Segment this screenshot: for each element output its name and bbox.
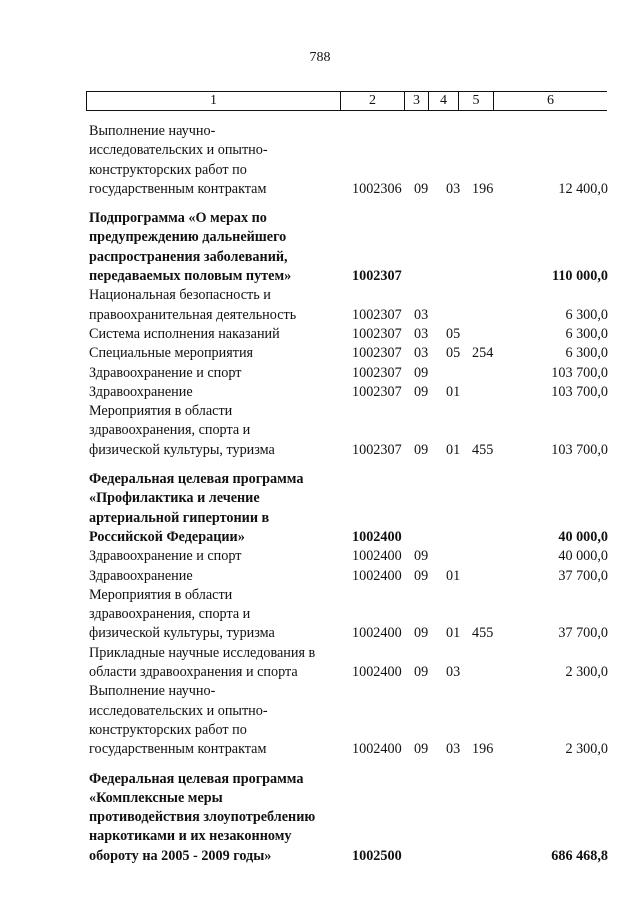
row-section: 03 bbox=[414, 306, 429, 323]
row-name bbox=[89, 567, 344, 586]
header-col-3: 3 bbox=[405, 92, 429, 110]
row-amount: 6 300,0 bbox=[565, 306, 608, 323]
row-name bbox=[89, 402, 344, 460]
table-row bbox=[0, 547, 640, 566]
header-col-5: 5 bbox=[459, 92, 494, 110]
row-subsection: 01 bbox=[446, 441, 461, 458]
row-amount: 40 000,0 bbox=[558, 528, 608, 545]
row-section: 09 bbox=[414, 664, 429, 681]
table-row bbox=[0, 770, 640, 867]
table-row bbox=[0, 586, 640, 644]
table-body bbox=[0, 122, 640, 866]
header-col-1: 1 bbox=[87, 92, 341, 110]
header-col-6: 6 bbox=[547, 93, 554, 108]
row-name-line: Здравоохранение bbox=[89, 383, 193, 400]
row-amount: 103 700,0 bbox=[551, 441, 608, 458]
row-name-line: «Профилактика и лечение bbox=[89, 490, 260, 507]
row-amount: 686 468,8 bbox=[551, 847, 608, 864]
page-number: 788 bbox=[309, 50, 331, 65]
row-name-line: Федеральная целевая программа bbox=[89, 770, 304, 787]
row-code: 1002307 bbox=[352, 383, 402, 400]
row-name-line: конструкторских работ по bbox=[89, 161, 247, 178]
header-col-2: 2 bbox=[341, 92, 405, 110]
row-section: 09 bbox=[414, 180, 429, 197]
row-subsection: 05 bbox=[446, 345, 461, 362]
table-row bbox=[0, 209, 640, 286]
row-name-line: Выполнение научно- bbox=[89, 683, 216, 700]
row-section: 09 bbox=[414, 364, 429, 381]
row-name-line: Мероприятия в области bbox=[89, 403, 233, 420]
row-code: 1002307 bbox=[352, 441, 402, 458]
row-name-line: «Комплексные меры bbox=[89, 789, 223, 806]
row-subsection: 05 bbox=[446, 325, 461, 342]
row-section: 09 bbox=[414, 741, 429, 758]
row-name bbox=[89, 122, 344, 199]
row-name-line: противодействия злоупотреблению bbox=[89, 809, 316, 826]
row-name-line: передаваемых половым путем» bbox=[89, 268, 292, 285]
row-name bbox=[89, 644, 344, 683]
row-section: 09 bbox=[414, 441, 429, 458]
row-subsection: 01 bbox=[446, 625, 461, 642]
table-row bbox=[0, 344, 640, 363]
table-row bbox=[0, 364, 640, 383]
row-code: 1002500 bbox=[352, 847, 402, 864]
row-name-line: конструкторских работ по bbox=[89, 721, 247, 738]
table-row bbox=[0, 470, 640, 547]
row-code: 1002400 bbox=[352, 664, 402, 681]
row-name-line: артериальной гипертонии в bbox=[89, 509, 270, 526]
row-section: 09 bbox=[414, 625, 429, 642]
row-amount: 103 700,0 bbox=[551, 383, 608, 400]
row-name-line: распространения заболеваний, bbox=[89, 248, 288, 265]
row-expense-type: 196 bbox=[472, 180, 494, 197]
row-name-line: наркотиками и их незаконному bbox=[89, 828, 292, 845]
row-code: 1002400 bbox=[352, 548, 402, 565]
row-amount: 37 700,0 bbox=[558, 625, 608, 642]
row-name-line: государственным контрактам bbox=[89, 180, 267, 197]
row-expense-type: 196 bbox=[472, 741, 494, 758]
row-name bbox=[89, 383, 344, 402]
row-name bbox=[89, 470, 344, 547]
row-name-line: Здравоохранение и спорт bbox=[89, 548, 242, 565]
row-name-line: Здравоохранение и спорт bbox=[89, 364, 242, 381]
table-row bbox=[0, 567, 640, 586]
row-section: 03 bbox=[414, 325, 429, 342]
row-amount: 40 000,0 bbox=[558, 548, 608, 565]
row-name bbox=[89, 364, 344, 383]
table-row bbox=[0, 286, 640, 325]
row-name bbox=[89, 770, 344, 866]
row-name-line: Здравоохранение bbox=[89, 567, 193, 584]
row-name-line: физической культуры, туризма bbox=[89, 625, 275, 642]
row-name bbox=[89, 586, 344, 644]
row-name-line: исследовательских и опытно- bbox=[89, 142, 268, 159]
row-name-line: Федеральная целевая программа bbox=[89, 471, 304, 488]
row-code: 1002400 bbox=[352, 567, 402, 584]
row-expense-type: 254 bbox=[472, 345, 494, 362]
row-name-line: исследовательских и опытно- bbox=[89, 702, 268, 719]
row-section: 09 bbox=[414, 548, 429, 565]
row-name-line: Мероприятия в области bbox=[89, 586, 233, 603]
row-section: 03 bbox=[414, 345, 429, 362]
table-row bbox=[0, 122, 640, 199]
row-name-line: предупреждению дальнейшего bbox=[89, 229, 287, 246]
row-expense-type: 455 bbox=[472, 441, 494, 458]
row-name-line: Прикладные научные исследования в bbox=[89, 644, 316, 661]
row-name-line: Российской Федерации» bbox=[89, 528, 245, 545]
row-name-line: Выполнение научно- bbox=[89, 123, 216, 139]
row-code: 1002400 bbox=[352, 625, 402, 642]
table-row bbox=[0, 644, 640, 683]
row-code: 1002400 bbox=[352, 528, 402, 545]
row-amount: 37 700,0 bbox=[558, 567, 608, 584]
row-name-line: здравоохранения, спорта и bbox=[89, 606, 251, 623]
row-subsection: 03 bbox=[446, 664, 461, 681]
row-amount: 6 300,0 bbox=[565, 325, 608, 342]
row-name bbox=[89, 344, 344, 363]
row-amount: 103 700,0 bbox=[551, 364, 608, 381]
row-amount: 2 300,0 bbox=[565, 741, 608, 758]
header-col-4: 4 bbox=[429, 92, 459, 110]
row-name bbox=[89, 209, 344, 286]
row-name-line: Специальные мероприятия bbox=[89, 345, 254, 362]
row-subsection: 03 bbox=[446, 180, 461, 197]
table-row bbox=[0, 682, 640, 759]
row-expense-type: 455 bbox=[472, 625, 494, 642]
row-subsection: 01 bbox=[446, 567, 461, 584]
row-name-line: обороту на 2005 - 2009 годы» bbox=[89, 847, 272, 864]
row-name bbox=[89, 547, 344, 566]
row-name-line: физической культуры, туризма bbox=[89, 441, 275, 458]
table-row bbox=[0, 325, 640, 344]
row-code: 1002307 bbox=[352, 306, 402, 323]
row-code: 1002307 bbox=[352, 268, 402, 285]
row-name-line: Система исполнения наказаний bbox=[89, 325, 280, 342]
row-code: 1002307 bbox=[352, 345, 402, 362]
row-name bbox=[89, 682, 344, 759]
row-code: 1002306 bbox=[352, 180, 402, 197]
row-name-line: правоохранительная деятельность bbox=[89, 306, 297, 323]
row-subsection: 03 bbox=[446, 741, 461, 758]
table-header bbox=[86, 91, 607, 111]
row-code: 1002400 bbox=[352, 741, 402, 758]
row-amount: 2 300,0 bbox=[565, 664, 608, 681]
row-name-line: области здравоохранения и спорта bbox=[89, 664, 298, 681]
row-name-line: Подпрограмма «О мерах по bbox=[89, 210, 267, 227]
row-name bbox=[89, 325, 344, 344]
row-code: 1002307 bbox=[352, 364, 402, 381]
row-name-line: Национальная безопасность и bbox=[89, 287, 271, 304]
row-subsection: 01 bbox=[446, 383, 461, 400]
table-row bbox=[0, 402, 640, 460]
row-section: 09 bbox=[414, 567, 429, 584]
row-name-line: государственным контрактам bbox=[89, 741, 267, 758]
row-amount: 110 000,0 bbox=[552, 268, 608, 285]
row-name bbox=[89, 286, 344, 325]
row-amount: 12 400,0 bbox=[558, 180, 608, 197]
table-row bbox=[0, 383, 640, 402]
row-code: 1002307 bbox=[352, 325, 402, 342]
row-section: 09 bbox=[414, 383, 429, 400]
row-name-line: здравоохранения, спорта и bbox=[89, 422, 251, 439]
row-amount: 6 300,0 bbox=[565, 345, 608, 362]
